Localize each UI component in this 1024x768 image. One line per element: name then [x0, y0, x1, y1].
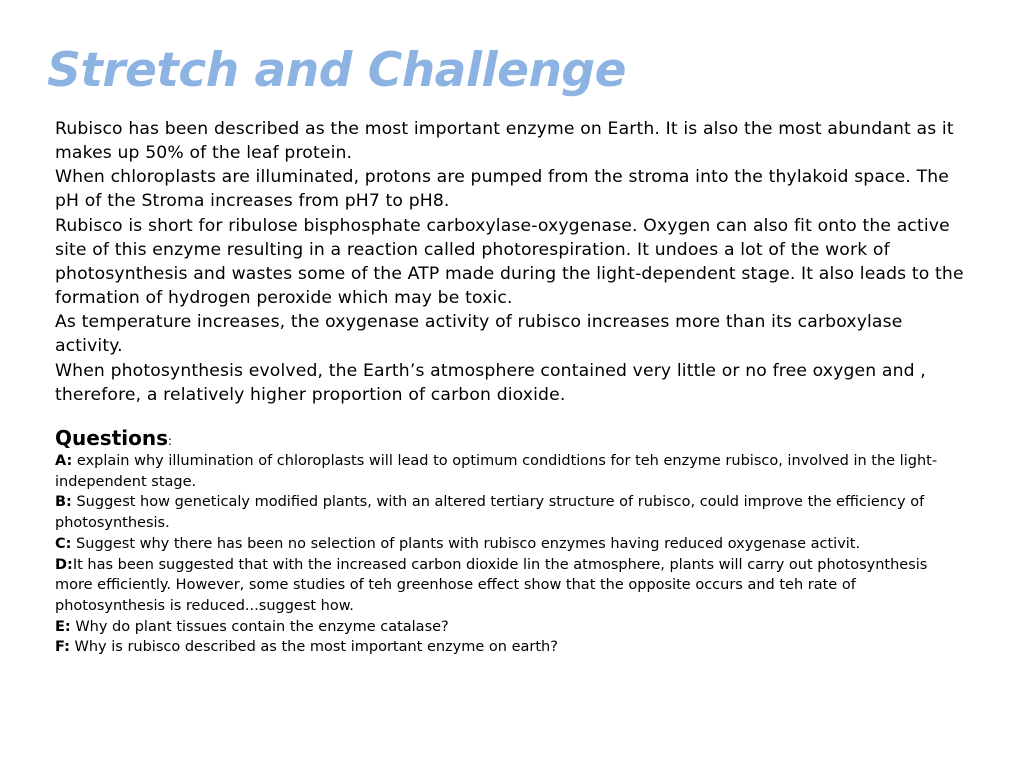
- question-a-text: explain why illumination of chloroplasts will lead to optimum condidtions for teh enzyme rubisco, involved in the light-independent stage.: [55, 453, 938, 490]
- question-f-text: Why is rubisco described as the most important enzyme on earth?: [69, 639, 558, 656]
- question-a-letter: A:: [55, 453, 73, 469]
- question-c: [55, 534, 960, 555]
- question-e: [55, 617, 960, 638]
- questions-list: [55, 451, 960, 658]
- questions-heading-colon: :: [168, 434, 173, 448]
- paragraph-rubisco-importance: Rubisco has been described as the most important enzyme on Earth. It is also the most abundant as it makes up 50% of the leaf protein.: [55, 119, 954, 164]
- paragraph-atmosphere: When photosynthesis evolved, the Earth’s atmosphere contained very little or no free oxygen and , therefore, a relatively higher proportion of carbon dioxide.: [55, 360, 926, 405]
- question-f: [55, 637, 960, 658]
- question-b: [55, 492, 960, 533]
- question-f-letter: F:: [55, 639, 70, 656]
- body-text: [55, 117, 965, 407]
- paragraph-temperature: As temperature increases, the oxygenase activity of rubisco increases more than its carboxylase activity.: [55, 312, 903, 357]
- question-e-text: Why do plant tissues contain the enzyme catalase?: [70, 618, 449, 635]
- question-d-letter: D:: [55, 556, 73, 573]
- question-e-letter: E:: [55, 618, 71, 635]
- question-b-letter: B:: [55, 494, 72, 511]
- paragraph-chloroplast-illumination: When chloroplasts are illuminated, protons are pumped from the stroma into the thylakoid space. The pH of the Stroma increases from pH7 to pH8.: [55, 167, 950, 212]
- questions-heading-label: Questions: [55, 426, 169, 450]
- question-c-letter: C:: [55, 535, 72, 552]
- question-a: [55, 451, 960, 492]
- slide-title: Stretch and Challenge: [47, 43, 626, 98]
- paragraph-photorespiration: Rubisco is short for ribulose bisphosphate carboxylase-oxygenase. Oxygen can also fit onto the active site of this enzyme resulting in a reaction called photorespiration. It undoes a lot of the work of photosynthesis and wastes some of the ATP made during the light-dependent stage. It also leads to the formation of hydrogen peroxide which may be toxic.: [55, 215, 964, 309]
- question-c-text: Suggest why there has been no selection of plants with rubisco enzymes having reduced oxygenase activit.: [71, 535, 861, 552]
- question-d: [55, 555, 960, 617]
- question-d-text: It has been suggested that with the increased carbon dioxide lin the atmosphere, plants will carry out photosynthesis more efficiently. However, some studies of teh greenhose effect show that the opposite occurs and teh rate of photosynthesis is reduced...suggest how.: [55, 556, 928, 614]
- question-b-text: Suggest how geneticaly modified plants, with an altered tertiary structure of rubisco, could improve the efficiency of photosynthesis.: [55, 494, 925, 532]
